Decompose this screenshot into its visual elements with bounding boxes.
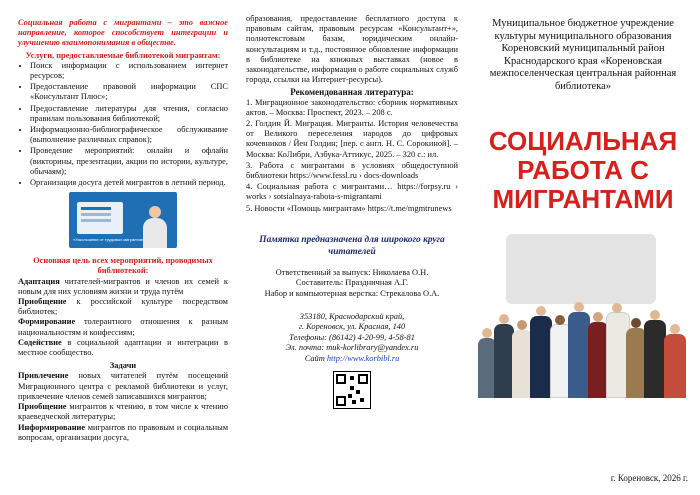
- goal-title: Основная цель всех мероприятий, проводимых библиотекой:: [33, 256, 213, 276]
- services-title: Услуги, предоставляемые библиотекой мигрантам:: [25, 50, 221, 60]
- list-item: • Проведение мероприятий: онлайн и офлайн (викторины, презентации, акции по истории, культуре, обычаям);: [30, 146, 228, 177]
- monitor-icon: [77, 202, 123, 234]
- list-item: • Предоставление литературы для чтения, согласно правилам пользования библиотекой;: [30, 104, 228, 124]
- task-item: Приобщение мигрантов к чтению, в том числе к чтению краеведческой литературы;: [18, 402, 228, 422]
- goals-block: [18, 277, 228, 359]
- qr-code-icon: [333, 371, 371, 409]
- address-line: 353180, Краснодарский край,: [299, 311, 405, 321]
- person-body-icon: [143, 218, 167, 248]
- list-item: • Предоставление правовой информации СПС «Консультант Плюс»;: [30, 82, 228, 102]
- list-item: 1. Миграционное законодательство: сборник нормативных актов. – Москва: Проспект, 2023. – 208 с.: [246, 97, 458, 117]
- middle-column: [236, 0, 466, 495]
- task-item: Информирование мигрантов по правовым и социальным вопросам, организации досуга,: [18, 422, 228, 442]
- tasks-block: [18, 371, 228, 442]
- task-item: Привлечение новых читателей путём посещений Миграционного центра с рекламой библиотеки и услуг, привлечение членов семей записавшихся мигрантов;: [18, 371, 228, 401]
- goal-item: Формирование толерантного отношения к разным национальностям и конфессиям;: [18, 317, 228, 337]
- goal-item: Содействие в социальной адаптации и интеграции в местное сообщество.: [18, 337, 228, 358]
- left-column: [0, 0, 236, 495]
- address-line: г. Кореновск, ул. Красная, 140: [298, 322, 406, 332]
- world-map-icon: [506, 234, 656, 304]
- city-year: г. Кореновск, 2026 г.: [610, 473, 688, 483]
- list-item: • Поиск информации с использованием интернет ресурсов;: [30, 61, 228, 81]
- site-link[interactable]: http://www.korbibl.ru: [326, 354, 400, 364]
- person-head-icon: [149, 206, 161, 218]
- list-item: 2. Голдин Й. Миграция. Мигранты. История человечества от Великого переселения народов до цифровых кочевников / Йен Голдин; [пер. с англ. Н. С. Сорокиной]. – Москва: КоЛибри, Азбука-Аттикус, 2025. – 320 с.: ил.: [246, 119, 458, 159]
- literature-title: Рекомендованная литература:: [290, 87, 414, 98]
- list-item: • Организация досуга детей мигрантов в летний период.: [30, 178, 228, 188]
- credits-block: [246, 268, 458, 300]
- address-block: [246, 312, 458, 365]
- address-line: Телефоны: (86142) 4-20-99, 4-58-81: [289, 332, 415, 342]
- site-line: Сайт http://www.korbibl.ru: [304, 354, 400, 364]
- list-item: 4. Социальная работа с мигрантами… https://forpsy.ru › works › sotsialnaya-rabota-s-migrantami: [246, 182, 458, 202]
- brochure-title: СОЦИАЛЬНАЯ РАБОТА С МИГРАНТАМИ: [488, 126, 678, 214]
- intro-text: Социальная работа с мигрантами – это важное направление, которое способствует интеграции и улучшению взаимопонимания в обществе.: [18, 18, 228, 48]
- services-list: [18, 61, 228, 188]
- address-line: Эл. почта: muk-korlibrary@yandex.ru: [285, 343, 419, 353]
- credit-line: Набор и компьютерная верстка: Стрекалова О.А.: [264, 289, 440, 299]
- people-illustration: [476, 228, 690, 398]
- list-item: 5. Новости «Помощь мигрантам» https://t.me/mgmtrunews: [246, 203, 452, 213]
- list-item: 3. Работа с мигрантами в условиях общедоступной библиотеки https://www.fessl.ru › docs-downloads: [246, 160, 458, 181]
- organization-name: Муниципальное бюджетное учреждение культуры муниципального образования Кореновский муниципальный район Краснодарского края «Кореновская межпоселенческая центральная районная библиотека»: [489, 18, 677, 92]
- illustration-thumbnail: [69, 192, 177, 248]
- list-item: • Информационно-библиографическое обслуживание (выполнение различных справок);: [30, 125, 228, 145]
- literature-list: [246, 98, 458, 214]
- goal-item: Адаптация читателей-мигрантов и членов их семей к новым для них условиям жизни и труда путём: [18, 276, 228, 296]
- tasks-title: Задачи: [109, 361, 137, 371]
- thumbnail-caption: «Ускользание от трудовых мигрантов»: [73, 237, 145, 243]
- continued-text: образования, предоставление бесплатного доступа к правовым сайтам, правовым ресурсам «Консультант+», полнотекстовым базам, юридическим онлайн-консультациям и т.д., постоянное обновление информации в библиотеке на книжных выставках (новое в законодательстве, информация о работе социальных служб города, ссылки на Интернет-ресурсы).: [246, 14, 458, 85]
- credit-line: Ответственный за выпуск: Николаева О.Н.: [275, 267, 429, 277]
- memo-note: Памятка предназначена для широкого круга читателей: [259, 234, 445, 257]
- credit-line: Составитель: Праздничная А.Г.: [295, 278, 409, 288]
- goal-item: Приобщение к российской культуре посредством библиотек;: [18, 297, 228, 317]
- right-column: [466, 0, 700, 495]
